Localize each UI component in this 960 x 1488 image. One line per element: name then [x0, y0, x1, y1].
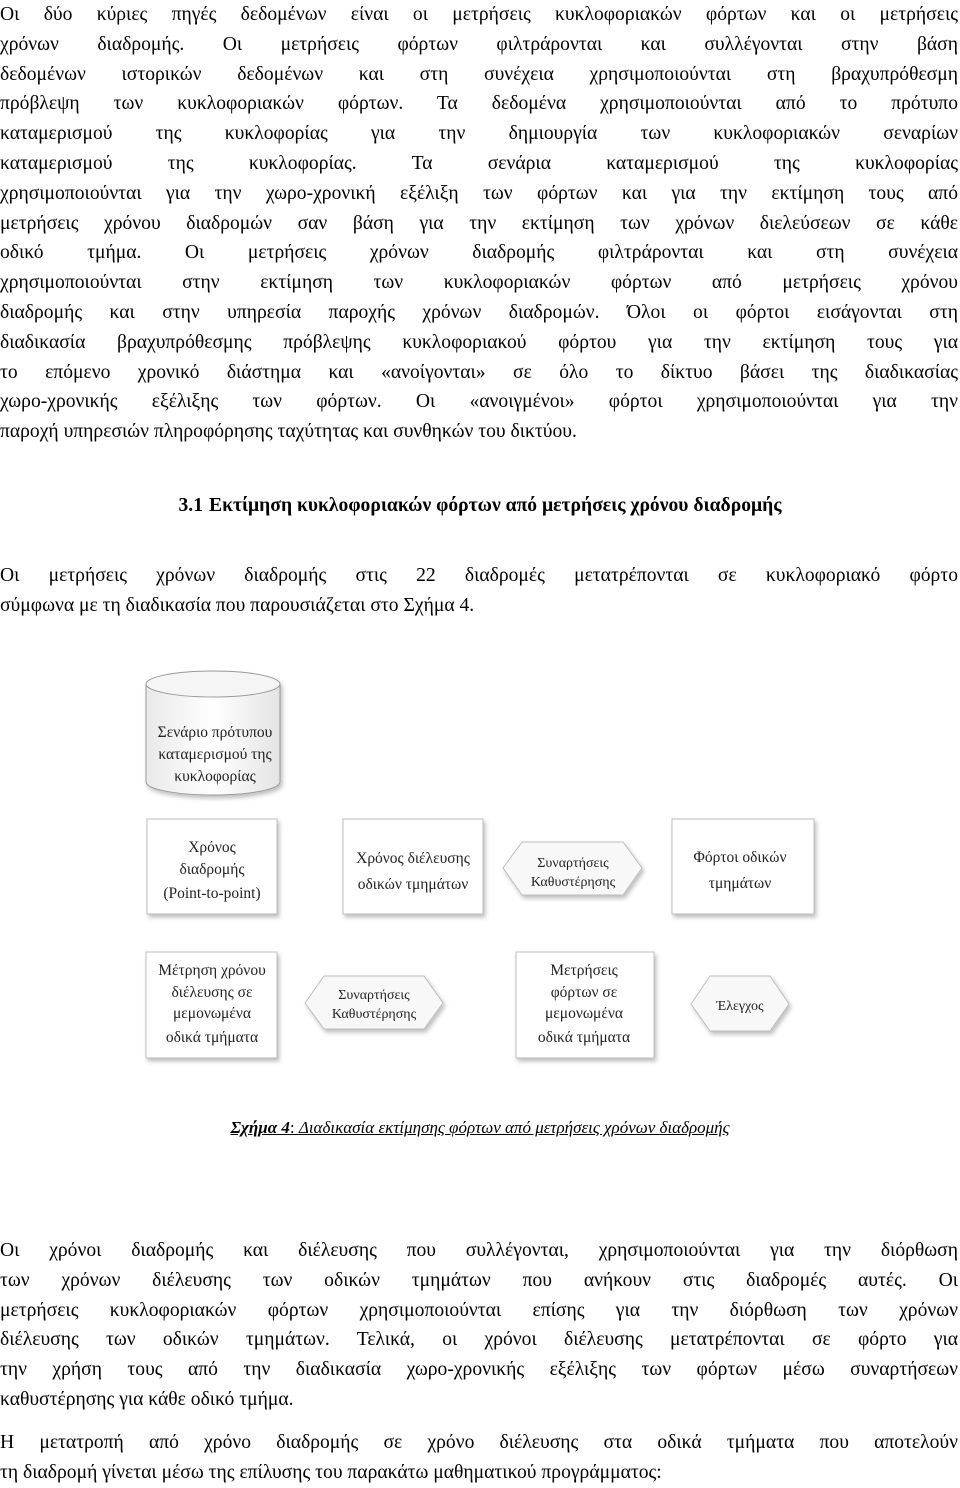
measured-volumes-label-line: φόρτων σε: [550, 984, 618, 1001]
text-line: Οι δύο κύριες πηγές δεδομένων είναι οι μετρήσεις κυκλοφοριακών φόρτων και οι μετρήσεις: [0, 4, 958, 25]
caption-separator: :: [289, 1118, 299, 1137]
text-line: καταμερισμού της κυκλοφορίας για την δημιουργία των κυκλοφοριακών σεναρίων: [0, 123, 958, 145]
link-volumes-label-line: τμημάτων: [708, 875, 772, 892]
link-volumes-label-line: Φόρτοι οδικών: [693, 849, 787, 866]
check-label: Έλεγχος: [716, 999, 764, 1014]
delay-functions-label-line: Καθυστέρησης: [530, 875, 616, 890]
text-line: μετρήσεις κυκλοφοριακών φόρτων χρησιμοποιούνται επίσης για την διόρθωση των χρόνων: [0, 1299, 958, 1321]
measured-time-label-line: οδικά τμήματα: [165, 1029, 259, 1046]
paragraph-intro: [0, 0, 958, 447]
database-label-line: κυκλοφορίας: [174, 768, 256, 785]
text-line: παροχή υπηρεσιών πληροφόρησης ταχύτητας και συνθηκών του δικτύου.: [0, 421, 577, 443]
text-line: χρησιμοποιούνται στην εκτίμηση των κυκλοφοριακών φόρτων από μετρήσεις χρόνου: [0, 272, 958, 294]
text-line: διαδρομής και στην υπηρεσία παροχής χρόνων διαδρομών. Όλοι οι φόρτοι εισάγονται στη: [0, 301, 958, 323]
link-time-label-line: οδικών τμημάτων: [357, 876, 469, 893]
route-time-label-line: διαδρομής: [179, 861, 245, 878]
paragraph-corrections: [0, 1236, 958, 1415]
text-line: σύμφωνα με τη διαδικασία που παρουσιάζεται στο Σχήμα 4.: [0, 594, 475, 616]
text-line: Οι μετρήσεις χρόνων διαδρομής στις 22 διαδρομές μετατρέπονται σε κυκλοφοριακό φόρτο: [0, 565, 958, 586]
text-line: το επόμενο χρονικό διάστημα και «ανοίγονται» σε όλο το δίκτυο βάσει της διαδικασίας: [0, 361, 958, 383]
measured-volumes-label-line: οδικά τμήματα: [537, 1029, 631, 1046]
measured-time-label-line: μεμονωμένα: [172, 1005, 252, 1022]
text-line: δεδομένων ιστορικών δεδομένων και στη συνέχεια χρησιμοποιούνται στη βραχυπρόθεσμη: [0, 63, 958, 85]
figure-caption: [0, 1113, 960, 1143]
text-line: χωρο-χρονικής εξέλιξης των φόρτων. Οι «ανοιγμένοι» φόρτοι χρησιμοποιούνται για την: [0, 391, 958, 413]
caption-label: Σχήμα 4: [230, 1118, 290, 1137]
text-line: οδικό τμήμα. Οι μετρήσεις χρόνων διαδρομής φιλτράρονται και στη συνέχεια: [0, 242, 958, 264]
delay-functions-label-line: Καθυστέρησης: [331, 1007, 417, 1022]
link-volumes-box: [672, 819, 814, 914]
text-line: καταμερισμού της κυκλοφορίας. Τα σενάρια καταμερισμού της κυκλοφορίας: [0, 152, 958, 174]
delay-functions-label-line: Συναρτήσεις: [537, 856, 609, 871]
database-label-line: καταμερισμού της: [158, 746, 272, 763]
route-time-label-line: (Point-to-point): [163, 885, 261, 902]
measured-volumes-label-line: μεμονωμένα: [544, 1005, 624, 1022]
route-time-label-line: Χρόνος: [188, 839, 236, 856]
link-time-label-line: Χρόνος διέλευσης: [356, 850, 470, 867]
text-line: Οι χρόνοι διαδρομής και διέλευσης που συλλέγονται, χρησιμοποιούνται για την διόρθωση: [0, 1240, 958, 1261]
measured-time-label-line: Μέτρηση χρόνου: [158, 962, 266, 979]
text-line: διέλευσης των οδικών τμημάτων. Τελικά, οι χρόνοι διέλευσης μετατρέπονται σε φόρτο για: [0, 1329, 958, 1351]
section-title: Εκτίμηση κυκλοφοριακών φόρτων από μετρήσεις χρόνου διαδρομής: [209, 495, 782, 516]
text-line: καθυστέρησης για κάθε οδικό τμήμα.: [0, 1388, 294, 1410]
section-heading: [0, 491, 960, 521]
measured-time-label-line: διέλευσης σε: [171, 984, 253, 1001]
text-line: μετρήσεις χρόνου διαδρομών σαν βάση για την εκτίμηση των χρόνων διελεύσεων σε κάθε: [0, 212, 958, 234]
paragraph-conversion: [0, 1428, 958, 1488]
database-label-line: Σενάριο πρότυπου: [157, 724, 273, 741]
measured-volumes-label-line: Μετρήσεις: [550, 962, 618, 979]
delay-functions-label-line: Συναρτήσεις: [338, 988, 410, 1003]
process-diagram: [0, 670, 960, 1090]
text-line: τη διαδρομή γίνεται μέσω της επίλυσης του παρακάτω μαθηματικού προγράμματος:: [0, 1461, 662, 1483]
text-line: Η μετατροπή από χρόνο διαδρομής σε χρόνο διέλευσης στα οδικά τμήματα που αποτελούν: [0, 1432, 958, 1453]
caption-title: Διαδικασία εκτίμησης φόρτων από μετρήσεις χρόνων διαδρομής: [298, 1118, 730, 1137]
section-number: 3.1: [178, 495, 203, 516]
text-line: των χρόνων διέλευσης των οδικών τμημάτων που ανήκουν στις διαδρομές αυτές. Οι: [0, 1269, 958, 1291]
text-line: χρησιμοποιούνται για την χωρο-χρονική εξέλιξη των φόρτων και για την εκτίμηση τους από: [0, 182, 958, 204]
paragraph-route-times: [0, 561, 958, 621]
text-line: πρόβλεψη των κυκλοφοριακών φόρτων. Τα δεδομένα χρησιμοποιούνται από το πρότυπο: [0, 93, 958, 115]
text-line: την χρήση τους από την διαδικασία χωρο-χρονικής εξέλιξης των φόρτων μέσω συναρτήσεων: [0, 1359, 958, 1381]
text-line: χρόνων διαδρομής. Οι μετρήσεις φόρτων φιλτράρονται και συλλέγονται στην βάση: [0, 33, 958, 55]
text-line: διαδικασία βραχυπρόθεσμης πρόβλεψης κυκλοφοριακού φόρτου για την εκτίμηση τους για: [0, 331, 958, 353]
